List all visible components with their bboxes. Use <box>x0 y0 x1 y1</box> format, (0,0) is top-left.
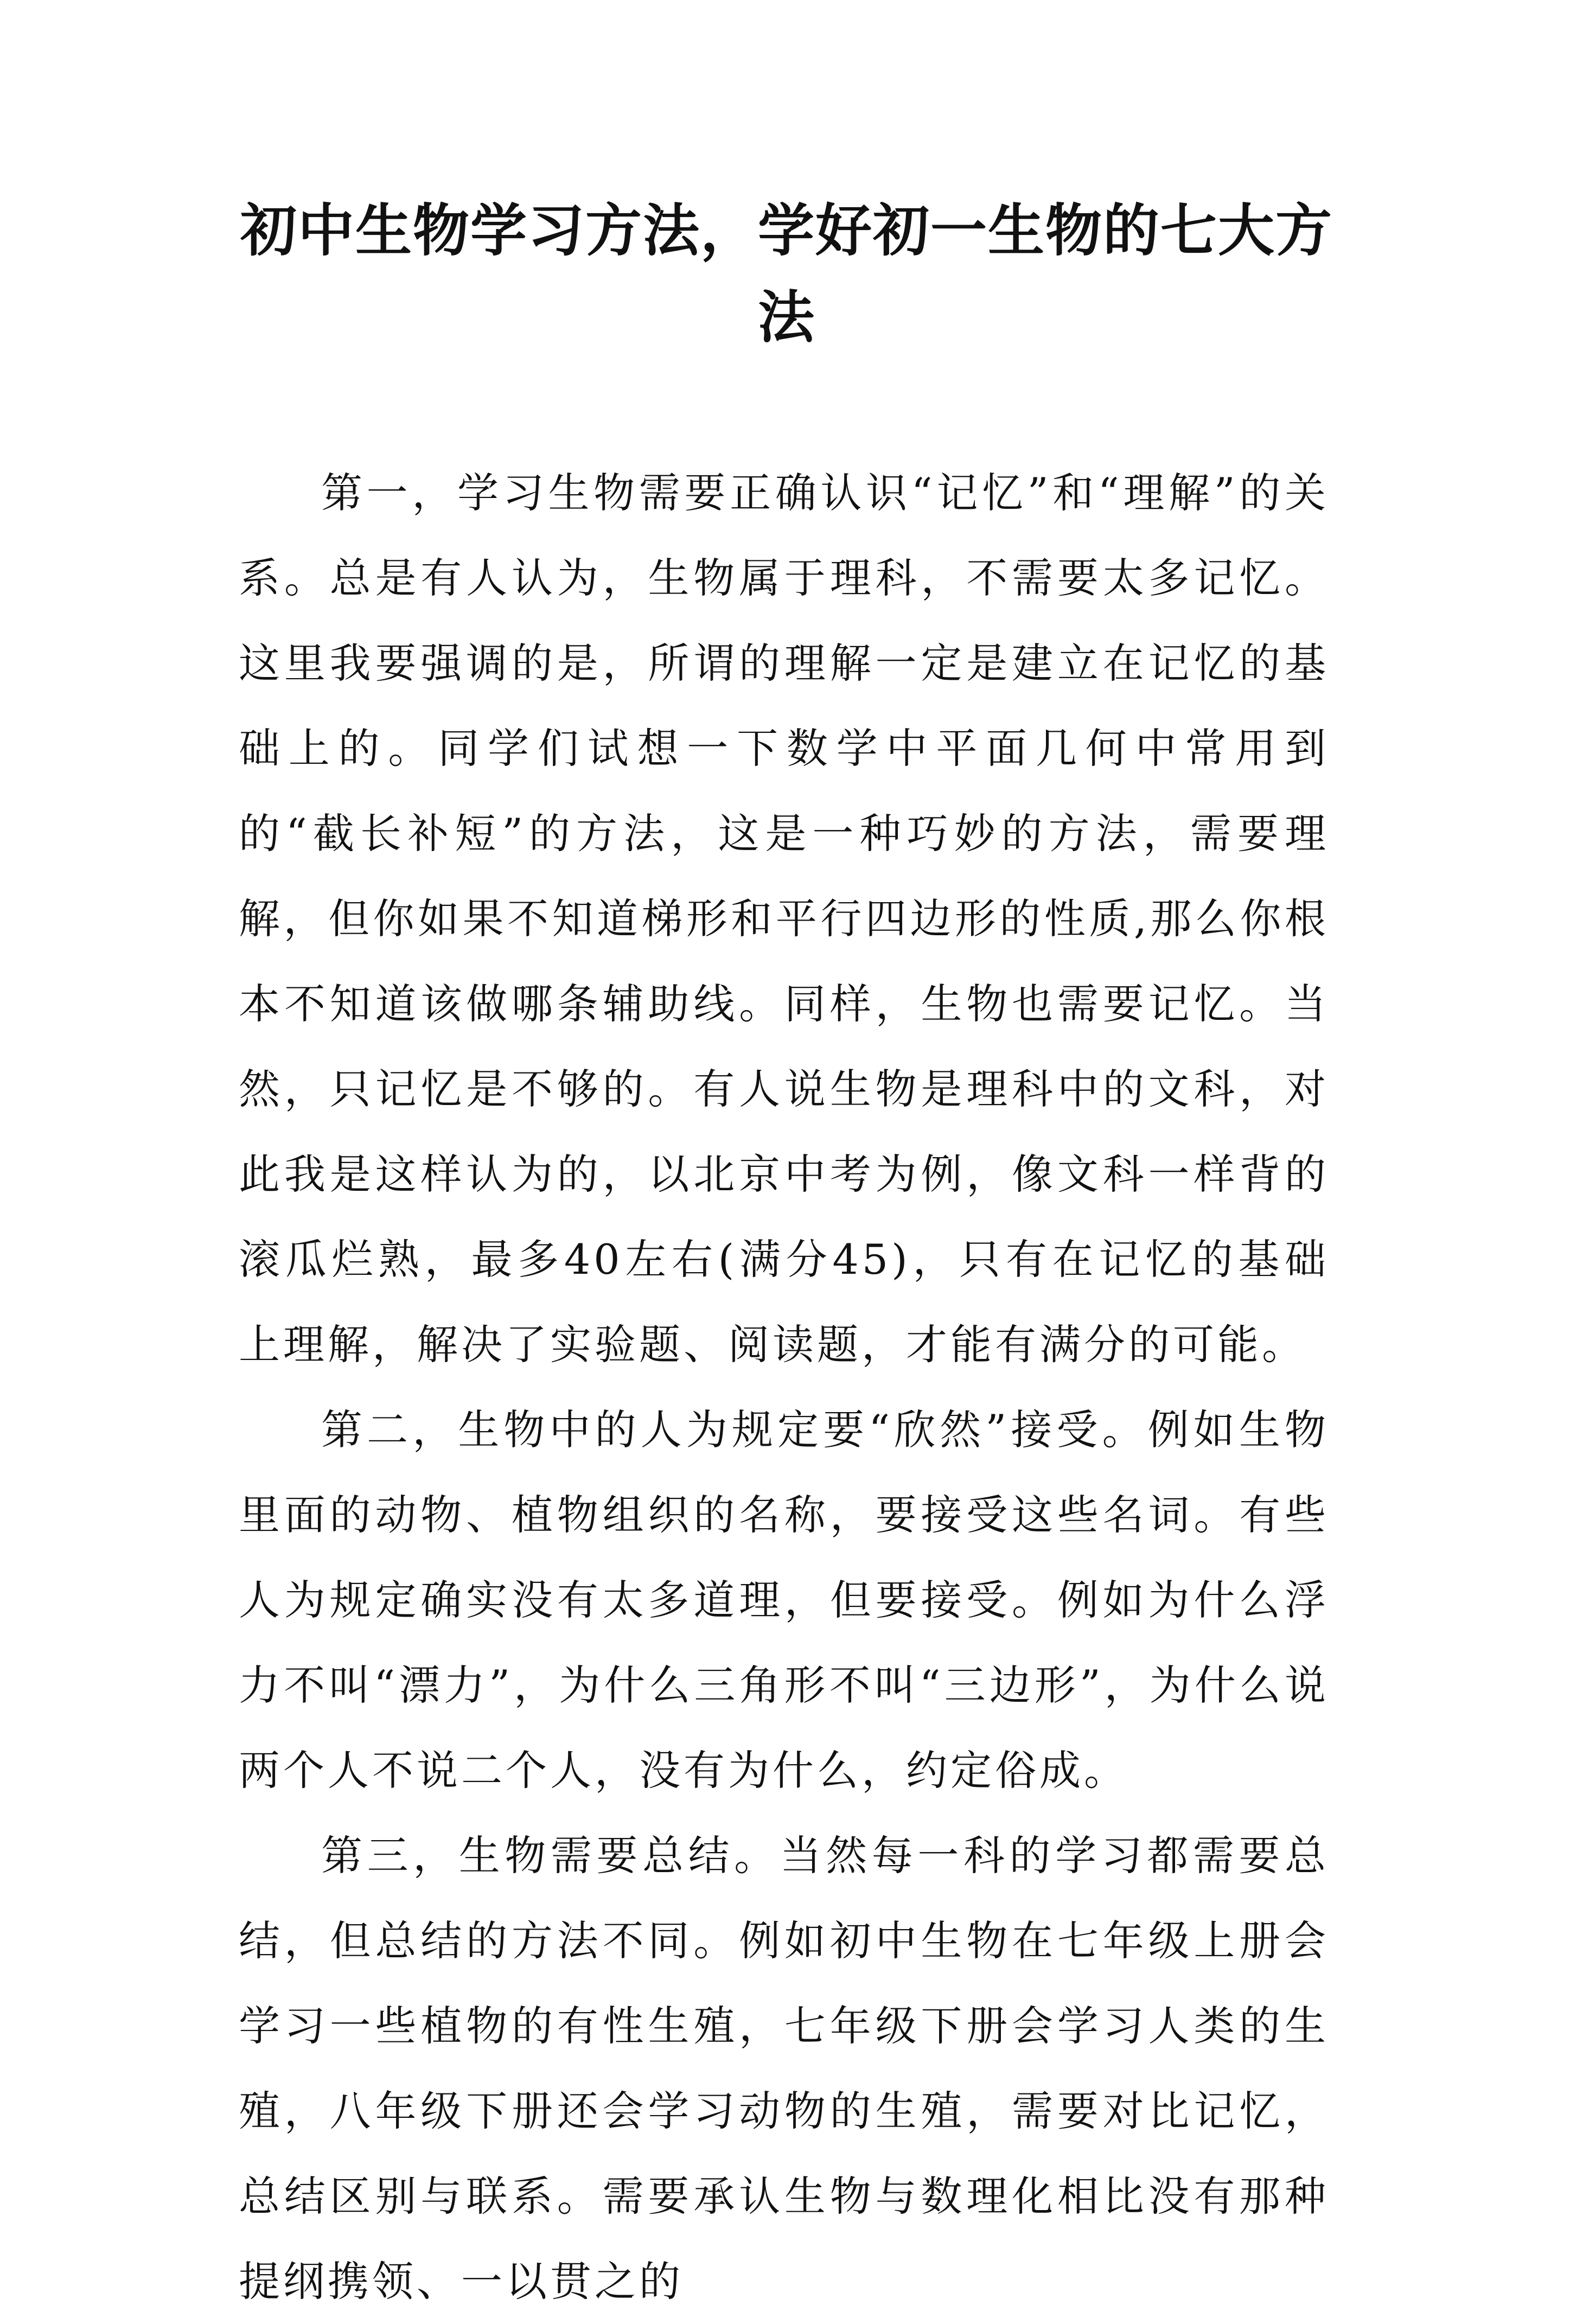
paragraph-2: 第二，生物中的人为规定要“欣然”接受。例如生物里面的动物、植物组织的名称，要接受这些名词。有些人为规定确实没有太多道理，但要接受。例如为什么浮力不叫“漂力”，为什么三角形不叫“三边形”，为什么说两个人不说二个人，没有为什么，约定俗成。 <box>239 1406 1329 1795</box>
document-title: 初中生物学习方法，学好初一生物的七大方法 <box>240 197 1333 350</box>
paragraph-3: 第三，生物需要总结。当然每一科的学习都需要总结，但总结的方法不同。例如初中生物在七年级上册会学习一些植物的有性生殖，七年级下册会学习人类的生殖，八年级下册还会学习动物的生殖，需要对比记忆，总结区别与联系。需要承认生物与数理化相比没有那种提纲携领、一以贯之的 <box>239 1831 1329 2306</box>
document-body <box>239 450 1329 2324</box>
paragraph-1: 第一，学习生物需要正确认识“记忆”和“理解”的关系。总是有人认为，生物属于理科，不需要太多记忆。这里我要强调的是，所谓的理解一定是建立在记忆的基础上的。同学们试想一下数学中平面几何中常用到的“截长补短”的方法，这是一种巧妙的方法，需要理解，但你如果不知道梯形和平行四边形的性质,那么你根本不知道该做哪条辅助线。同样，生物也需要记忆。当然，只记忆是不够的。有人说生物是理科中的文科，对此我是这样认为的，以北京中考为例，像文科一样背的滚瓜烂熟，最多40左右(满分45)，只有在记忆的基础上理解，解决了实验题、阅读题，才能有满分的可能。 <box>239 469 1329 1369</box>
